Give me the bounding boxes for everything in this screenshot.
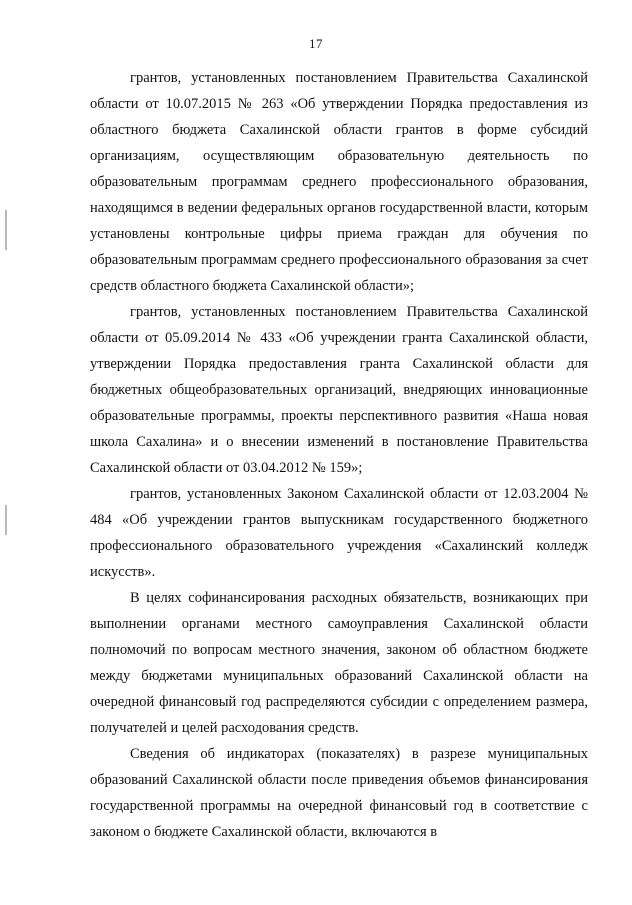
scan-edge-mark <box>5 505 7 535</box>
page-number: 17 <box>309 36 323 51</box>
document-body <box>90 65 588 845</box>
paragraph-grant-433: грантов, установленных постановлением Правительства Сахалинской области от 05.09.2014 № 433 «Об учреждении гранта Сахалинской области, утверждении Порядка предоставления гранта Сахалинской области для бюджетных общеобразовательных организаций, внедряющих инновационные образовательные программы, проекты перспективного развития «Наша новая школа Сахалина» и о внесении изменений в постановление Правительства Сахалинской области от 03.04.2012 № 159»; <box>90 304 588 476</box>
paragraph-grant-263: грантов, установленных постановлением Правительства Сахалинской области от 10.07.2015 № 263 «Об утверждении Порядка предоставления из областного бюджета Сахалинской области грантов в форме субсидий организациям, осуществляющим образовательную деятельность по образовательным программам среднего профессионального образования, находящимся в ведении федеральных органов государственной власти, которым установлены контрольные цифры приема граждан для обучения по образовательным программам среднего профессионального образования за счет средств областного бюджета Сахалинской области»; <box>90 70 588 294</box>
paragraph-grant-484: грантов, установленных Законом Сахалинской области от 12.03.2004 № 484 «Об учреждении грантов выпускникам государственного бюджетного профессионального образовательного учреждения «Сахалинский колледж искусств». <box>90 486 588 580</box>
paragraph-cofinancing: В целях софинансирования расходных обязательств, возникающих при выполнении органами местного самоуправления Сахалинской области полномочий по вопросам местного значения, законом об областном бюджете между бюджетами муниципальных образований Сахалинской области на очередной финансовый год распределяются субсидии с определением размера, получателей и целей расходования средств. <box>90 590 588 736</box>
paragraph-indicators: Сведения об индикаторах (показателях) в разрезе муниципальных образований Сахалинской области после приведения объемов финансирования государственной программы на очередной финансовый год в соответствие с законом о бюджете Сахалинской области, включаются в <box>90 746 588 840</box>
scan-edge-mark <box>5 210 7 250</box>
